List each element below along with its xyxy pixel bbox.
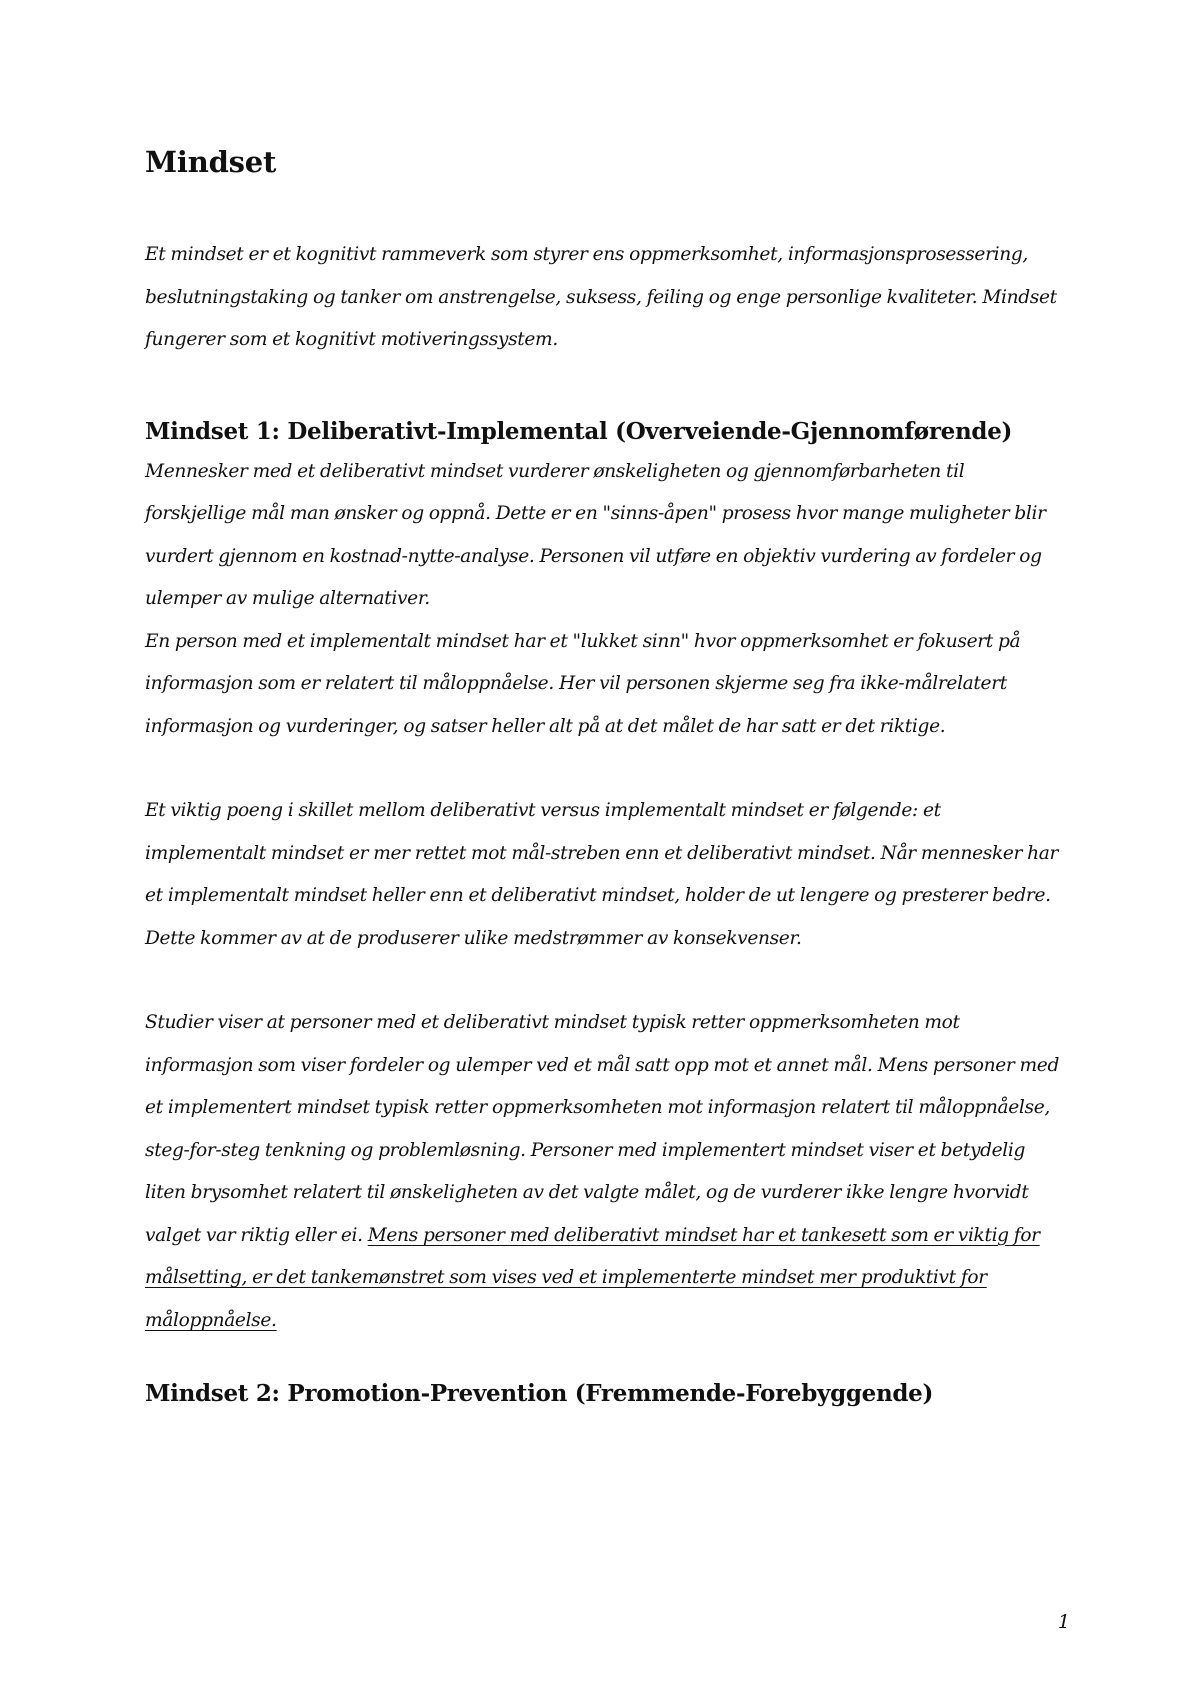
intro-paragraph: Et mindset er et kognitivt rammeverk som styrer ens oppmerksomhet, informasjonsprosessering, beslutningstaking og tanker om anstrengelse, suksess, feiling og enge personlige kvaliteter. Mindset fungerer som et kognitivt motiveringssystem. (145, 244, 1057, 350)
section-1-paragraph-key-point: Et viktig poeng i skillet mellom deliberativt versus implementalt mindset er følgende: et implementalt mindset er mer rettet mot mål-streben enn et deliberativt mindset. Når mennesker har et implementalt mindset heller enn et deliberativt mindset, holder de ut lengere og presterer bedre. Dette kommer av at de produserer ulike medstrømmer av konsekvenser. (145, 800, 1059, 949)
document-title: Mindset (145, 145, 277, 179)
studies-text: Studier viser at personer med et deliberativt mindset typisk retter oppmerksomheten mot informasjon som viser fordeler og ulemper ved et mål satt opp mot et annet mål. Mens personer med et implementert mindset typisk retter oppmerksomheten mot informasjon relatert til måloppnåelse, steg-for-steg tenkning og problemløsning. Personer med implementert mindset viser et betydelig liten brysomhet relatert til ønskeligheten av det valgte målet, og de vurderer ikke lengre hvorvidt valget var riktig eller ei. (145, 1012, 1059, 1246)
section-1-paragraph-studies (145, 1002, 1065, 1342)
section-1-paragraph-deliberative: Mennesker med et deliberativt mindset vurderer ønskeligheten og gjennomførbarheten til forskjellige mål man ønsker og oppnå. Dette er en "sinns-åpen" prosess hvor mange muligheter blir vurdert gjennom en kostnad-nytte-analyse. Personen vil utføre en objektiv vurdering av fordeler og ulemper av mulige alternativer. (145, 460, 1046, 609)
section-2-heading: Mindset 2: Promotion-Prevention (Fremmende-Forebyggende) (145, 1380, 934, 1407)
page-content (145, 142, 1065, 1412)
section-1-paragraph-implemental: En person med et implementalt mindset har et "lukket sinn" hvor oppmerksomhet er fokusert på informasjon som er relatert til måloppnåelse. Her vil personen skjerme seg fra ikke-målrelatert informasjon og vurderinger, og satser heller alt på at det målet de har satt er det riktige. (145, 630, 1021, 737)
section-1-heading: Mindset 1: Deliberativt-Implemental (Overveiende-Gjennomførende) (145, 417, 1013, 445)
page-number: 1 (1057, 1611, 1070, 1633)
studies-underlined-text: Mens personer med deliberativt mindset har et tankesett som er viktig for målsetting, er det tankemønstret som vises ved et implementerte mindset mer produktivt for måloppnåelse. (145, 1224, 1040, 1331)
